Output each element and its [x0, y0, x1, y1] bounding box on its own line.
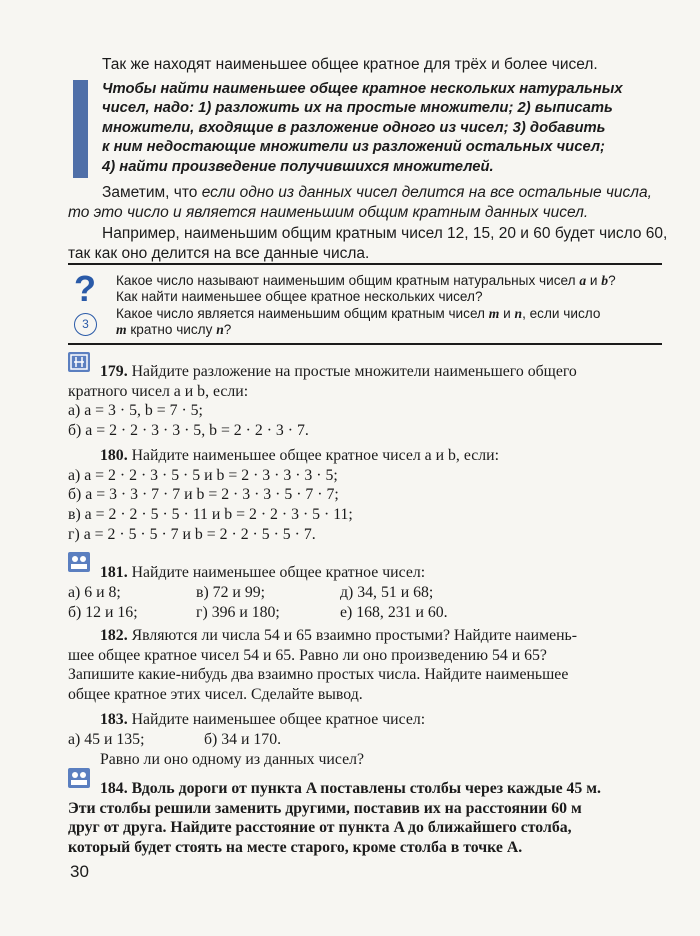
- question-2: Как найти наименьшее общее кратное нескольких чисел?: [116, 289, 483, 305]
- rule-line: чисел, надо: 1) разложить их на простые множители; 2) выписать: [102, 100, 613, 117]
- question-1: Какое число называют наименьшим общим кратным натуральных чисел a и b?: [116, 273, 616, 288]
- page-number: 30: [70, 862, 89, 881]
- problem-181: 181. Найдите наименьшее общее кратное чисел: а) 6 и 8; в) 72 и 99; д) 34, 51 и 68; б) 12 и 16; г) 396 и 180; е) 168, 231 и 60.: [68, 564, 448, 621]
- divider-bottom: [68, 343, 662, 345]
- note-paragraph: [68, 183, 668, 223]
- question-3: Какое число является наименьшим общим кратным чисел m и n, если число: [116, 305, 601, 321]
- problem-183: 183. Найдите наименьшее общее кратное чисел: а) 45 и 135; б) 34 и 170. Равно ли оно одному из данных чисел?: [68, 711, 426, 768]
- level-circle-icon: 3: [74, 313, 97, 336]
- rule-line: к ним недостающие множители из разложений остальных чисел;: [102, 139, 605, 156]
- rule-box: [102, 80, 662, 177]
- question-mark-icon: ?: [74, 268, 96, 309]
- rule-side-bar: [73, 80, 88, 178]
- problem-182: 182. Являются ли числа 54 и 65 взаимно простыми? Найдите наимень- шее общее кратное чисел 54 и 65. Равно ли оно произведению 54 и 65? Запишите какие-нибудь два взаимно простых числа. Найдите наименьшее общее кратное этих чисел. Сделайте вывод.: [68, 627, 578, 704]
- note-italic-2: то это число и является наименьшим общим кратным данных чисел.: [68, 204, 589, 221]
- problem-180: 180. Найдите наименьшее общее кратное чисел a и b, если: а) a = 2 · 2 · 3 · 5 · 5 и b = 2 · 3 · 3 · 3 · 5; б) a = 3 · 3 · 7 · 7 и b = 2 · 3 · 3 · 5 · 7 · 7; в) a = 2 · 2 · 5 · 5 · 11 и b = 2 · 2 · 3 · 5 · 11; г) a = 2 · 5 · 5 · 7 и b = 2 · 2 · 5 · 5 · 7.: [68, 447, 499, 543]
- note-italic: если одно из данных чисел делится на все остальные числа,: [201, 184, 652, 201]
- example-line: Например, наименьшим общим кратным чисел 12, 15, 20 и 60 будет число 60,: [102, 225, 668, 242]
- note-plain: Заметим, что: [102, 184, 202, 201]
- divider-top: [68, 263, 662, 265]
- question-4: m кратно числу n?: [116, 322, 232, 338]
- rule-line: множители, входящие в разложение одного из чисел; 3) добавить: [102, 119, 606, 136]
- problem-179: 179. Найдите разложение на простые множители наименьшего общего кратного чисел a и b, если: а) a = 3 · 5, b = 7 · 5; б) a = 2 · 2 · 3 · 3 · 5, b = 2 · 2 · 3 · 7.: [68, 363, 577, 440]
- review-questions: [116, 273, 664, 339]
- intro-text: Так же находят наименьшее общее кратное для трёх и более чисел.: [102, 56, 598, 73]
- rule-line: Чтобы найти наименьшее общее кратное нескольких натуральных: [102, 81, 623, 97]
- example-line: так как оно делится на все данные числа.: [68, 245, 370, 262]
- example-paragraph: [68, 224, 668, 264]
- rule-line: 4) найти произведение получившихся множителей.: [102, 158, 494, 175]
- problem-184: 184. Вдоль дороги от пункта A поставлены столбы через каждые 45 м. Эти столбы решили заменить другими, поставив их на расстоянии 60 м друг от друга. Найдите расстояние от пункта A до ближайшего столба, который будет стоять на месте старого, кроме столба в точке A.: [68, 780, 601, 857]
